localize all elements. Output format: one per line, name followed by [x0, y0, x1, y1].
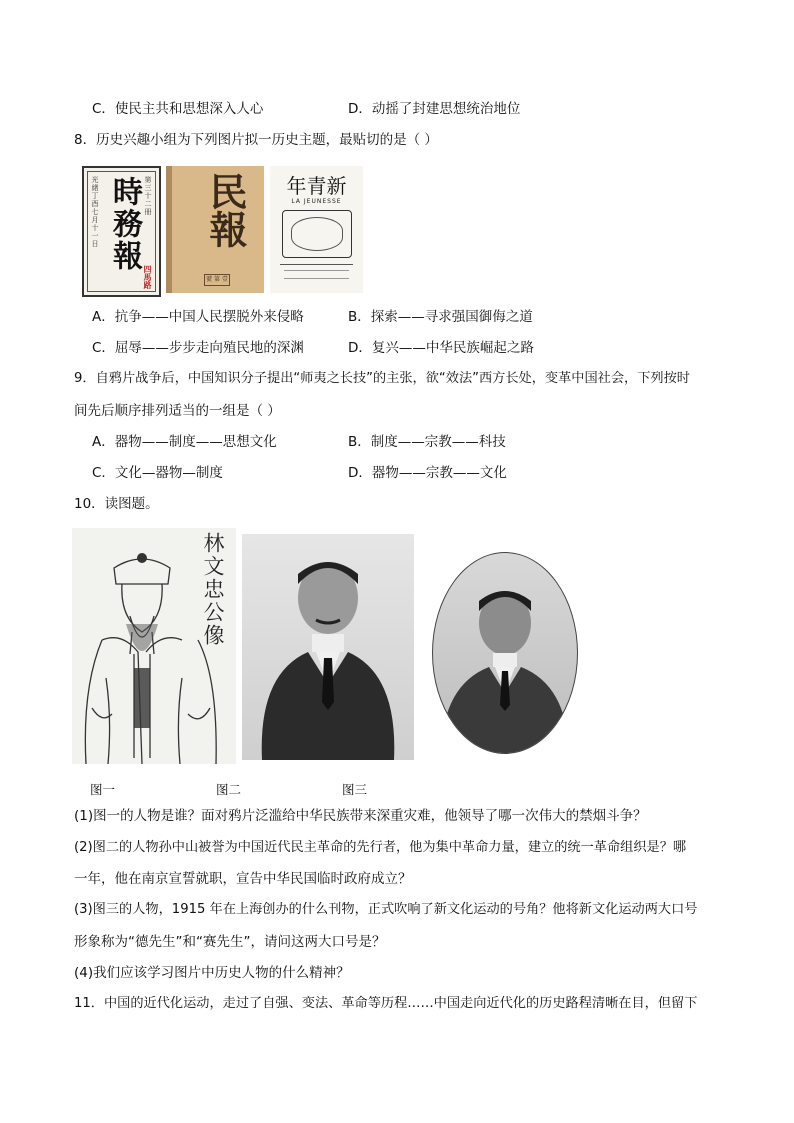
q10-part1: (1)图一的人物是谁？面对鸦片泛滥给中华民族带来深重灾难，他领导了哪一次伟大的禁烟斗争？: [74, 808, 647, 824]
shiwubao-side-left: 光緒丁酉七月十一日: [91, 176, 99, 248]
q9-option-a: A．器物——制度——思想文化: [92, 434, 277, 450]
q8-option-c: C．屈辱——步步走向殖民地的深渊: [92, 340, 304, 356]
q8-option-b: B．探索——寻求强国御侮之道: [348, 309, 533, 325]
lin-zexu-figure-drawing: [72, 528, 236, 764]
q11-stem-line1: 11．中国的近代化运动，走过了自强、变法、革命等历程……中国走向近代化的历史路程清晰在目，但留下: [74, 996, 698, 1011]
minbao-title: 民報: [203, 172, 248, 248]
lin-zexu-portrait-image: [72, 528, 236, 764]
q8-stem: 8．历史兴趣小组为下列图片拟一历史主题，最贴切的是（ ）: [74, 132, 438, 148]
q7-option-c: C．使民主共和思想深入人心: [92, 101, 264, 117]
q8-option-d: D．复兴——中华民族崛起之路: [348, 340, 534, 356]
q10-part2-line2: 一年，他在南京宣誓就职，宣告中华民国临时政府成立？: [74, 871, 412, 887]
shiwubao-cover-image: [82, 166, 161, 297]
shiwubao-stamp: 四馬路: [143, 265, 152, 289]
q10-part3-line1: (3)图三的人物，1915 年在上海创办的什么刊物，正式吹响了新文化运动的号角？他将新文化运动两大口号: [74, 902, 698, 917]
caption-figure-1: 图一: [90, 782, 116, 797]
sun-yatsen-figure: [242, 534, 414, 760]
q10-part2-line1: (2)图二的人物孙中山被誉为中国近代民主革命的先行者，他为集中革命力量，建立的统一革命组织是？哪: [74, 840, 687, 855]
q9-stem-line1: 9．自鸦片战争后，中国知识分子提出“师夷之长技”的主张，欲“效法”西方长处，变革中国社会，下列按时: [74, 371, 690, 386]
q10-part3-line2: 形象称为“德先生”和“赛先生”，请问这两大口号是？: [74, 934, 386, 950]
q9-option-b: B．制度——宗教——科技: [348, 434, 506, 450]
xinqingnian-cover-image: [270, 166, 363, 293]
q7-option-d: D．动摇了封建思想统治地位: [348, 101, 521, 117]
sun-yatsen-photo-image: [242, 534, 414, 760]
chen-duxiu-figure: [433, 553, 577, 753]
xinqingnian-title: 新青年: [286, 174, 347, 198]
shiwubao-title: 時務報: [107, 176, 142, 272]
xinqingnian-ornament-frame: [282, 210, 352, 258]
shiwubao-side-right: 第三十二冊: [144, 176, 152, 216]
portrait-inscription: 林文忠公像: [201, 532, 225, 647]
q8-option-a: A．抗争——中国人民摆脱外来侵略: [92, 309, 304, 325]
q9-stem-line2: 间先后顺序排列适当的一组是（ ）: [74, 403, 281, 419]
chen-duxiu-photo-image: [432, 552, 578, 754]
q9-option-d: D．器物——宗教——文化: [348, 465, 507, 481]
minbao-sub: 號 第 壹: [204, 274, 230, 286]
q9-option-c: C．文化—器物—制度: [92, 465, 223, 481]
q10-part4: (4)我们应该学习图片中历史人物的什么精神？: [74, 965, 350, 981]
minbao-cover-image: [166, 166, 264, 293]
xinqingnian-subtitle: LA JEUNESSE: [291, 198, 342, 205]
q10-stem: 10．读图题。: [74, 496, 159, 512]
caption-figure-2: 图二: [216, 782, 242, 797]
caption-figure-3: 图三: [342, 782, 368, 797]
